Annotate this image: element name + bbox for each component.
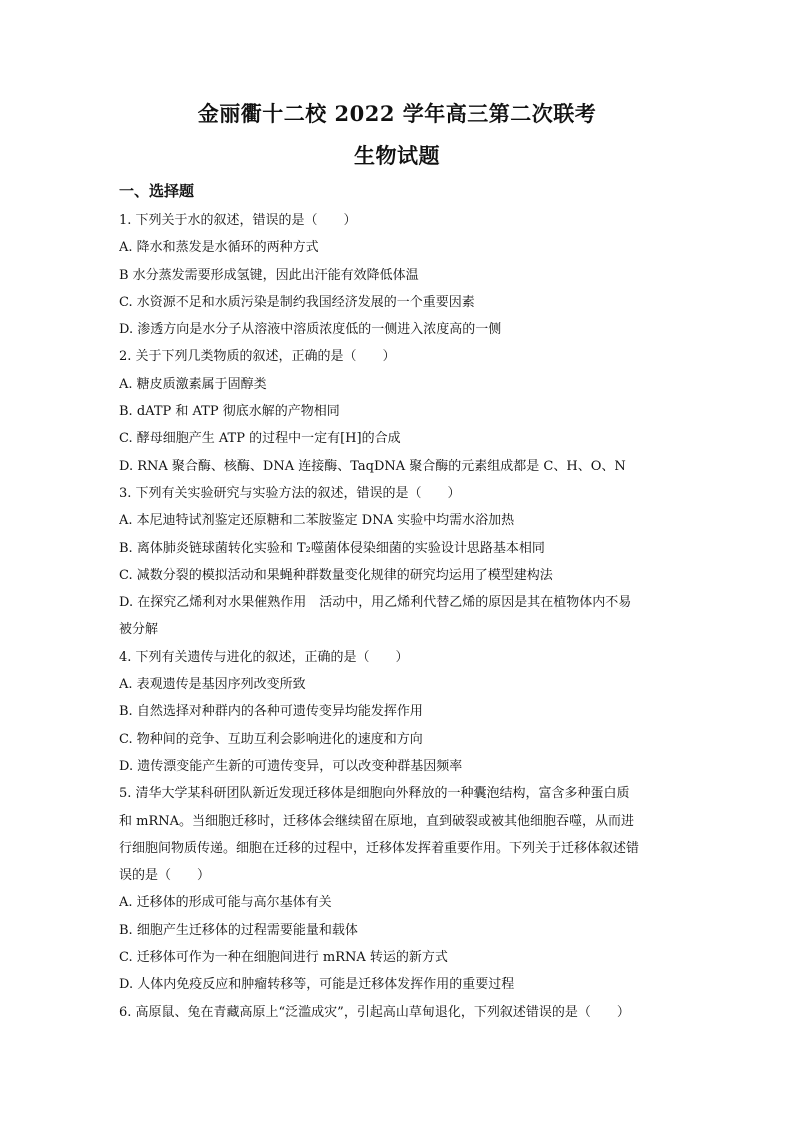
text-line: 被分解 [119, 622, 159, 638]
question-text [119, 207, 679, 1026]
text-line: 5. 清华大学某科研团队新近发现迁移体是细胞向外释放的一种囊泡结构，富含多种蛋白质 [119, 786, 630, 802]
text-line: C. 迁移体可作为一种在细胞间进行 mRNA 转运的新方式 [119, 950, 448, 966]
text-line: 1. 下列关于水的叙述，错误的是（ ） [119, 213, 357, 228]
exam-title: 金丽衢十二校 2022 学年高三第二次联考 [197, 101, 597, 126]
text-line: C. 水资源不足和水质污染是制约我国经济发展的一个重要因素 [119, 294, 475, 310]
text-line: 误的是（ ） [119, 868, 211, 884]
text-line: A. 本尼迪特试剂鉴定还原糖和二苯胺鉴定 DNA 实验中均需水浴加热 [119, 513, 515, 529]
text-line: D. 遗传漂变能产生新的可遗传变异，可以改变种群基因频率 [119, 758, 463, 774]
text-line: A. 降水和蒸发是水循环的两种方式 [119, 240, 319, 256]
text-line: 6. 高原鼠、兔在青藏高原上“泛滥成灾”，引起高山草甸退化，下列叙述错误的是（ ） [119, 1004, 630, 1020]
text-line: B. 自然选择对种群内的各种可遗传变异均能发挥作用 [119, 704, 423, 720]
text-line: D. 人体内免疫反应和肿瘤转移等，可能是迁移体发挥作用的重要过程 [119, 977, 515, 993]
text-line: B. 离体肺炎链球菌转化实验和 T₂噬菌体侵染细菌的实验设计思路基本相同 [119, 540, 545, 556]
text-line: C. 物种间的竞争、互助互利会影响进化的速度和方向 [119, 731, 423, 747]
text-line: C. 减数分裂的模拟活动和果蝇种群数量变化规律的研究均运用了模型建构法 [119, 567, 553, 583]
text-line: C. 酵母细胞产生 ATP 的过程中一定有[H]的合成 [119, 431, 401, 447]
text-line: 2. 关于下列几类物质的叙述，正确的是（ ） [119, 349, 396, 365]
text-line: D. RNA 聚合酶、核酶、DNA 连接酶、TaqDNA 聚合酶的元素组成都是 C、H、O、N [119, 458, 626, 474]
text-line: 4. 下列有关遗传与进化的叙述，正确的是（ ） [119, 649, 409, 665]
text-line: D. 在探究乙烯利对水果催熟作用 活动中，用乙烯利代替乙烯的原因是其在植物体内不易 [119, 595, 632, 611]
section-heading: 一、选择题 [119, 182, 195, 200]
text-line: B. 细胞产生迁移体的过程需要能量和载体 [119, 922, 358, 938]
text-line: B 水分蒸发需要形成氢键，因此出汗能有效降低体温 [119, 267, 419, 283]
text-line: 行细胞间物质传递。细胞在迁移的过程中，迁移体发挥着重要作用。下列关于迁移体叙述错 [119, 840, 640, 856]
text-line: 和 mRNA。当细胞迁移时，迁移体会继续留在原地，直到破裂或被其他细胞吞噬，从而进 [119, 813, 635, 829]
text-line: D. 渗透方向是水分子从溶液中溶质浓度低的一侧进入浓度高的一侧 [119, 322, 502, 338]
text-line: A. 迁移体的形成可能与高尔基体有关 [119, 895, 332, 911]
text-line: B. dATP 和 ATP 彻底水解的产物相同 [119, 404, 340, 420]
text-line: A. 表观遗传是基因序列改变所致 [119, 677, 306, 693]
exam-subject: 生物试题 [354, 143, 440, 168]
text-line: 3. 下列有关实验研究与实验方法的叙述，错误的是（ ） [119, 485, 461, 501]
text-line: A. 糖皮质激素属于固醇类 [119, 376, 267, 392]
